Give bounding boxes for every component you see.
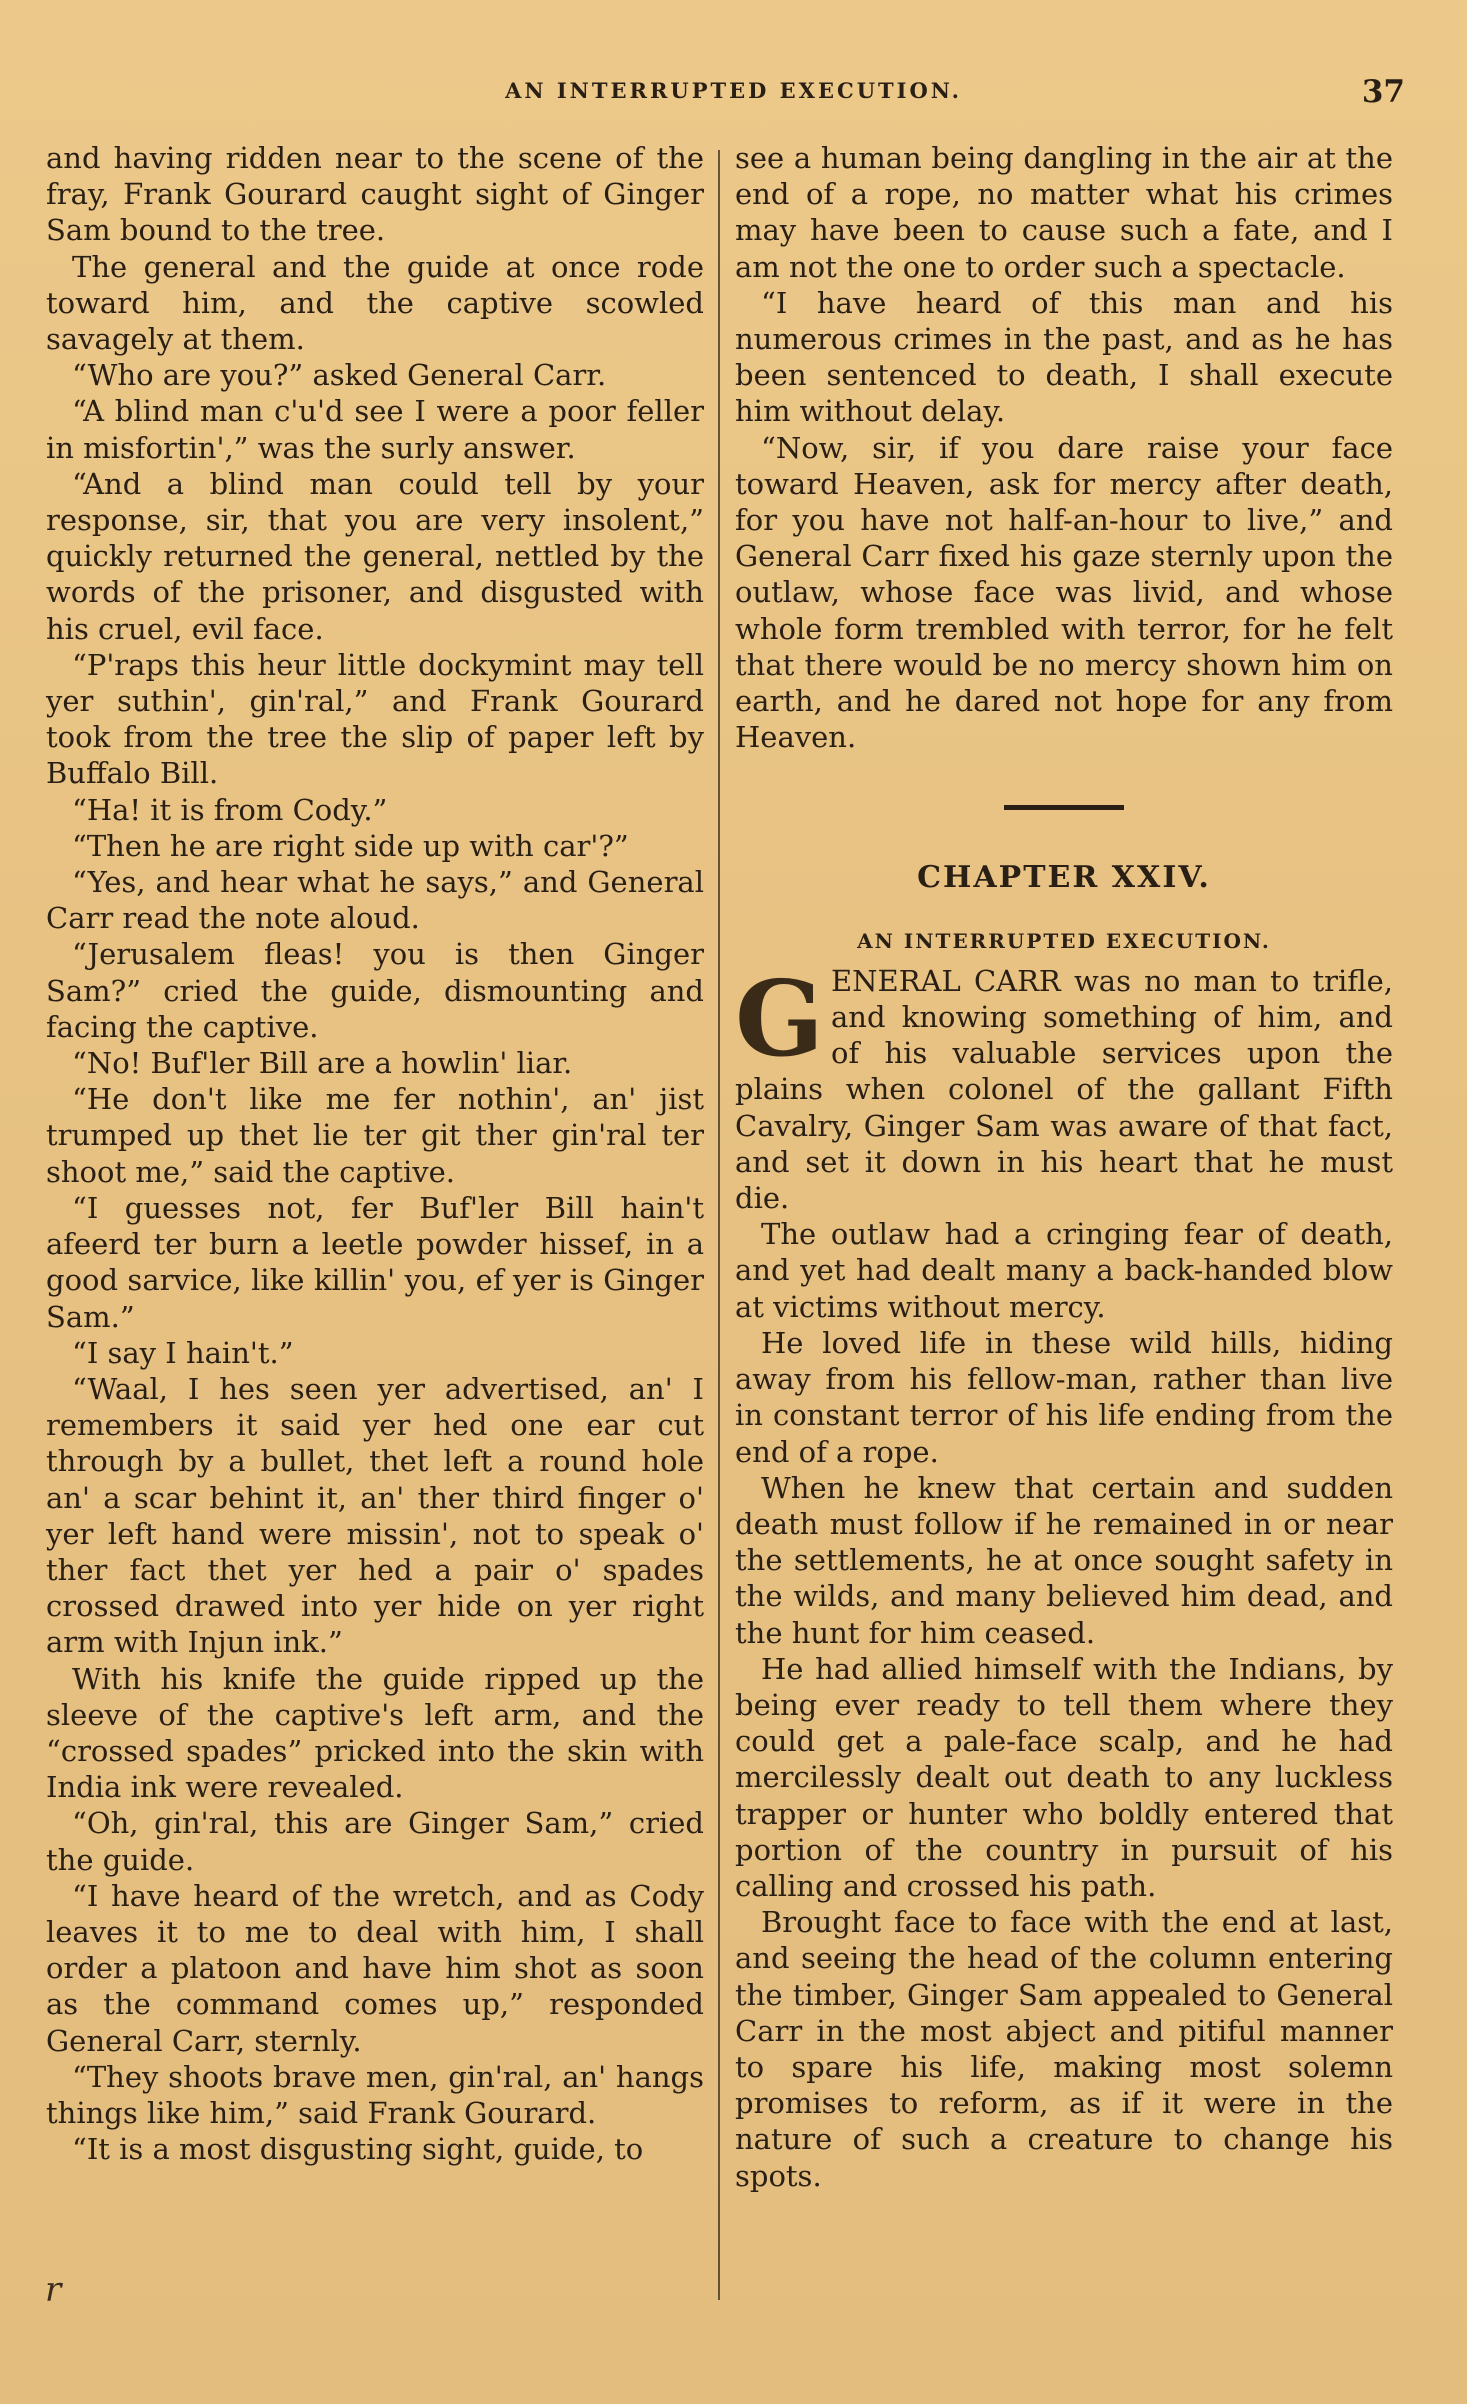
paragraph: “Yes, and hear what he says,” and General Carr read the note aloud. xyxy=(46,865,704,936)
paragraph: and having ridden near to the scene of the fray, Frank Gourard caught sight of Ginger Sam bound to the tree. xyxy=(46,141,704,248)
paragraph: The outlaw had a cringing fear of death, and yet had dealt many a back-handed blow at victims without mercy. xyxy=(735,1217,1393,1324)
paragraph: “Then he are right side up with car'?” xyxy=(72,828,629,863)
chapter-subtitle: AN INTERRUPTED EXECUTION. xyxy=(857,928,1271,953)
chapter-title: CHAPTER XXIV. xyxy=(917,860,1211,896)
paragraph: “I have heard of the wretch, and as Cody leaves it to me to deal with him, I shall order a platoon and have him shot as soon as the command comes up,” responded General Carr, sternly. xyxy=(46,1878,704,2058)
paragraph: Brought face to face with the end at last, and seeing the head of the column entering the timber, Ginger Sam appealed to General Carr in the most abject and pitiful manner to spare his life, making most solemn promises to reform, as if it were in the nature of such a creature to change his spots. xyxy=(735,1905,1393,2193)
paragraph: When he knew that certain and sudden death must follow if he remained in or near the settlements, he at once sought safety in the wilds, and many believed him dead, and the hunt for him ceased. xyxy=(735,1470,1393,1650)
paragraph: The general and the guide at once rode toward him, and the captive scowled savagely at them. xyxy=(46,249,704,357)
paragraph: “And a blind man could tell by your response, sir, that you are very insolent,” quickly returned the general, nettled by the words of the prisoner, and disgusted with his cruel, evil face. xyxy=(46,466,704,646)
paragraph: He loved life in these wild hills, hiding away from his fellow-man, rather than live in constant terror of his life ending from the end of a rope. xyxy=(735,1325,1393,1469)
paragraph: “I have heard of this man and his numerous crimes in the past, and as he has been sentenced to death, I shall execute him without delay. xyxy=(735,285,1393,429)
right-column-chapter-text xyxy=(735,1216,1393,2193)
paragraph: “A blind man c'u'd see I were a poor feller in misfortin',” was the surly answer. xyxy=(46,394,704,465)
section-rule xyxy=(1004,805,1124,810)
running-head xyxy=(0,74,1467,114)
paragraph: “They shoots brave men, gin'ral, an' hangs things like him,” said Frank Gourard. xyxy=(46,2059,704,2130)
paragraph: “P'raps this heur little dockymint may tell yer suthin', gin'ral,” and Frank Gourard took from the tree the slip of paper left by Buffalo Bill. xyxy=(46,647,704,791)
paragraph: “Waal, I hes seen yer advertised, an' I remembers it said yer hed one ear cut through by a bullet, thet left a round hole an' a scar behint it, an' ther third finger o' yer left hand were missin', not to speak o' ther fact thet yer hed a pair o' spades crossed drawed into yer hide on yer right arm with Injun ink.” xyxy=(46,1371,704,1660)
chapter-opening-paragraph xyxy=(735,956,1393,1216)
left-column xyxy=(46,140,704,2167)
page-number: 37 xyxy=(1361,74,1405,110)
column-divider xyxy=(718,150,720,2300)
paragraph: “Oh, gin'ral, this are Ginger Sam,” cried the guide. xyxy=(46,1806,704,1877)
paragraph: “Jerusalem fleas! you is then Ginger Sam?” cried the guide, dismounting and facing the captive. xyxy=(46,937,704,1044)
drop-cap: G xyxy=(735,956,824,1080)
paragraph: “No! Buf'ler Bill are a howlin' liar. xyxy=(72,1046,573,1081)
right-column-top-text xyxy=(735,140,1393,755)
margin-mark: r xyxy=(45,2270,62,2310)
right-column xyxy=(735,140,1393,2194)
drop-cap-text: ENERAL CARR was no man to trifle, and knowing something of him, and of his valuable services upon the plains when colonel of the gallant Fifth Cavalry, Ginger Sam was aware of that fact, and set it down in his heart that he must die. xyxy=(735,963,1393,1216)
paragraph: “Who are you?” asked General Carr. xyxy=(72,358,607,393)
paragraph: “I say I hain't.” xyxy=(72,1335,294,1370)
paragraph: “I guesses not, fer Buf'ler Bill hain't afeerd ter burn a leetle powder hissef, in a good sarvice, like killin' you, ef yer is Ginger Sam.” xyxy=(46,1190,704,1334)
paragraph: “It is a most disgusting sight, guide, to xyxy=(72,2132,644,2167)
paragraph: “He don't like me fer nothin', an' jist trumped up thet lie ter git ther gin'ral ter shoot me,” said the captive. xyxy=(46,1082,704,1189)
paragraph: see a human being dangling in the air at the end of a rope, no matter what his crimes may have been to cause such a fate, and I am not the one to order such a spectacle. xyxy=(735,141,1393,284)
running-title: AN INTERRUPTED EXECUTION. xyxy=(505,78,962,103)
paragraph: He had allied himself with the Indians, by being ever ready to tell them where they could get a pale-face scalp, and he had mercilessly dealt out death to any luckless trapper or hunter who boldly entered that portion of the country in pursuit of his calling and crossed his path. xyxy=(735,1651,1393,1903)
paragraph: With his knife the guide ripped up the sleeve of the captive's left arm, and the “crossed spades” pricked into the skin with India ink were revealed. xyxy=(46,1661,704,1805)
paragraph: “Now, sir, if you dare raise your face toward Heaven, ask for mercy after death, for you have not half-an-hour to live,” and General Carr fixed his gaze sternly upon the outlaw, whose face was livid, and whose whole form trembled with terror, for he felt that there would be no mercy shown him on earth, and he dared not hope for any from Heaven. xyxy=(735,430,1393,755)
paragraph: “Ha! it is from Cody.” xyxy=(72,792,388,827)
